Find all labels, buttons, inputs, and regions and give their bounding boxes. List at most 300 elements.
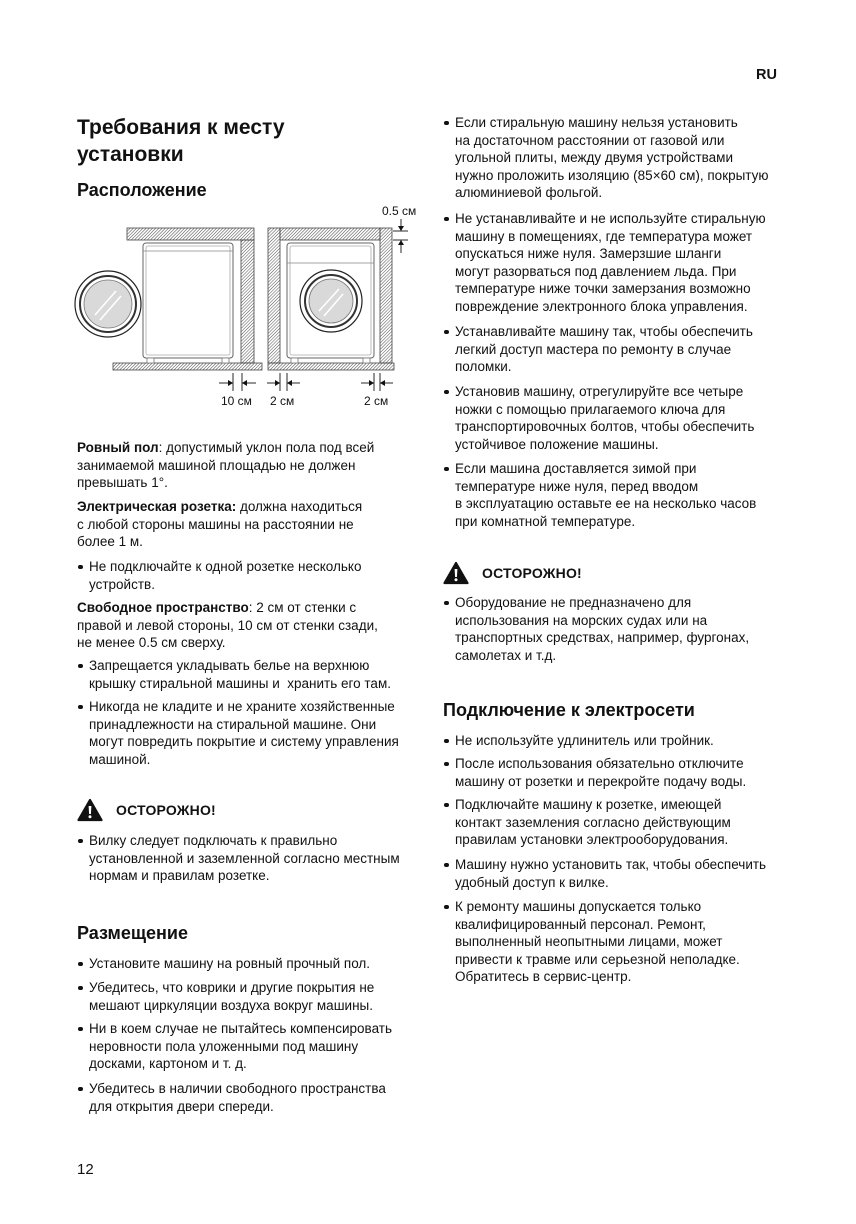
hatch-line <box>285 228 297 240</box>
hatch-line <box>139 363 146 370</box>
hatch-line <box>369 363 376 370</box>
hatch-line <box>241 293 254 306</box>
hatch-line <box>302 363 309 370</box>
left-gap-label: 2 см <box>270 394 295 408</box>
hatch-line <box>126 363 133 370</box>
hatch-line <box>218 228 230 240</box>
hatch-line <box>321 363 328 370</box>
top-gap-arrowhead <box>398 240 404 245</box>
list-item <box>77 955 370 973</box>
bullet-text: После использования обязательно отключите машину от розетки и перекройте подачу воды. <box>455 756 747 789</box>
hatch-line <box>241 242 254 255</box>
hatch-line <box>160 228 172 240</box>
hatch-line <box>380 306 392 318</box>
hatch-line <box>241 348 254 361</box>
hatch-line <box>147 228 159 240</box>
door-front <box>300 270 362 332</box>
hatch-line <box>241 325 254 338</box>
hatch-line <box>380 328 392 340</box>
hatch-line <box>268 228 271 231</box>
hatch-line <box>241 252 254 265</box>
hatch-line <box>164 363 171 370</box>
hatch-line <box>268 338 280 350</box>
hatch-line <box>274 357 280 363</box>
hatch-line <box>299 363 306 370</box>
hatch-line <box>380 318 392 330</box>
hatch-line <box>241 316 254 329</box>
hatch-line <box>353 363 360 370</box>
hatch-line <box>189 228 201 240</box>
hatch-line <box>347 363 354 370</box>
hatch-line <box>301 228 313 240</box>
hatch-line <box>241 363 248 370</box>
hatch-line <box>380 347 392 359</box>
list-item <box>77 979 374 1014</box>
hatch-line <box>240 228 252 240</box>
hatch-line <box>190 363 197 370</box>
hatch-line <box>246 232 254 240</box>
hatch-line <box>380 270 392 282</box>
rear-gap-arrowhead <box>228 380 233 386</box>
hatch-line <box>224 228 236 240</box>
top-gap-label: 0.5 см <box>382 204 417 218</box>
hatch-line <box>216 363 223 370</box>
hatch-line <box>268 302 280 314</box>
hatch-line <box>170 228 182 240</box>
hatch-line <box>268 232 280 244</box>
machine-foot-right <box>363 358 370 363</box>
hatch-line <box>340 363 347 370</box>
hatch-line <box>380 264 392 276</box>
door-glass <box>84 280 132 328</box>
bullet-dot <box>444 601 449 606</box>
hatch-line <box>144 228 156 240</box>
hatch-line <box>298 228 310 240</box>
hatch-line <box>241 309 254 322</box>
hatch-line <box>376 363 383 370</box>
hatch-line <box>182 228 194 240</box>
hatch-line <box>196 363 203 370</box>
hatch-line <box>148 363 155 370</box>
hatch-line <box>380 315 392 327</box>
right-gap-arrowhead <box>369 380 374 386</box>
hatch-line <box>328 363 335 370</box>
bullet-text: Если стиральную машину нельзя установить на достаточном расстоянии от газовой или угольной плиты, между двумя устройствами нужно проложить изоляцию (85×60 см), покрытую алюминиевой фольгой. <box>455 115 769 201</box>
bullet-text: Оборудование не предназначено для использования на морских судах или на транспортных средствах, например, фургонах, самолетах и т.д. <box>455 595 750 663</box>
hatch-line <box>241 261 254 274</box>
hatch-line <box>380 325 392 337</box>
hatch-line <box>198 228 210 240</box>
hatch-line <box>386 357 392 363</box>
hatch-line <box>241 277 254 290</box>
hatch-line <box>212 363 219 370</box>
hatch-line <box>241 284 254 297</box>
machine-side-body <box>143 243 233 358</box>
hatch-line <box>241 344 254 357</box>
hatch-line <box>380 248 392 260</box>
list-item <box>443 755 746 790</box>
hatch-line <box>180 363 187 370</box>
bullet-dot <box>78 1087 83 1092</box>
hatch-line <box>158 363 165 370</box>
hatch-line <box>241 312 254 325</box>
hatch-line <box>179 228 191 240</box>
hatch-line <box>268 248 280 260</box>
level-floor-paragraph <box>77 439 374 492</box>
hatch-line <box>380 235 392 247</box>
hatch-line <box>268 274 280 286</box>
hatch-line <box>227 228 239 240</box>
hatch-line <box>120 363 127 370</box>
hatch-line <box>136 363 143 370</box>
hatch-line <box>241 245 254 258</box>
list-item <box>443 323 753 376</box>
hatch-line <box>230 228 242 240</box>
hatch-line <box>152 363 159 370</box>
list-item <box>443 594 749 664</box>
hatch-line <box>268 293 280 305</box>
bullet-text: Ни в коем случае не пытайтесь компенсировать неровности пола уложенными под машину досками, картоном и т. д. <box>89 1021 393 1072</box>
positioning-heading: Размещение <box>77 923 188 943</box>
hatch-line <box>372 363 379 370</box>
hatch-line <box>195 228 207 240</box>
hatch-line <box>268 261 280 273</box>
hatch-line <box>241 274 254 287</box>
hatch-line <box>238 363 245 370</box>
hatch-line <box>241 258 254 271</box>
hatch-line <box>241 322 254 335</box>
bullet-text: Устанавливайте машину так, чтобы обеспечить легкий доступ мастера по ремонту в случае поломки. <box>455 324 753 375</box>
hatch-line <box>241 255 254 268</box>
hatch-line <box>326 228 338 240</box>
level-floor-text: : допустимый уклон пола под всей занимаемой машиной площадью не должен превышать 1°. <box>77 440 375 491</box>
hatch-line <box>388 364 394 370</box>
warning-header <box>77 798 216 822</box>
warning-header <box>443 561 582 585</box>
bullet-text: К ремонту машины допускается только квалифицированный персонал. Ремонт, выполненный неопытными лицами, может привести к травме или серьезной неполадке. Обратитесь в сервис-центр. <box>455 899 740 985</box>
hatch-line <box>235 363 242 370</box>
hatch-line <box>380 242 392 254</box>
hatch-line <box>280 363 287 370</box>
hatch-line <box>380 341 392 353</box>
hatch-line <box>280 228 290 238</box>
hatch-line <box>232 363 239 370</box>
hatch-line <box>176 228 188 240</box>
hatch-line <box>268 235 280 247</box>
warning-title: ОСТОРОЖНО! <box>116 802 216 818</box>
hatch-line <box>380 331 392 343</box>
rear-gap-label: 10 см <box>221 394 252 408</box>
hatch-line <box>268 290 280 302</box>
hatch-line <box>286 363 293 370</box>
hatch-line <box>380 229 392 241</box>
hatch-line <box>355 228 367 240</box>
placement-heading: Расположение <box>77 180 207 200</box>
bullet-text: Установив машину, отрегулируйте все четыре ножки с помощью прилагаемого ключа для транспортировочных болтов, чтобы обеспечить устойчивое положение машины. <box>455 384 755 452</box>
hatch-line <box>248 363 255 370</box>
left-gap-arrowhead <box>275 380 280 386</box>
hatch-line <box>268 328 280 340</box>
hatch-line <box>380 322 392 334</box>
side-view <box>75 228 262 370</box>
hatch-line <box>346 228 358 240</box>
hatch-line <box>365 228 377 240</box>
hatch-line <box>268 228 274 234</box>
hatch-line <box>318 363 325 370</box>
hatch-line <box>268 238 280 250</box>
hatch-line <box>268 309 280 321</box>
hatch-line <box>161 363 168 370</box>
bullet-dot <box>444 905 449 910</box>
level-floor-label: Ровный пол <box>77 440 159 455</box>
hatch-line <box>356 363 363 370</box>
hatch-line <box>366 363 373 370</box>
hatch-line <box>331 363 338 370</box>
hatch-line <box>277 360 280 363</box>
bullet-text: Не используйте удлинитель или тройник. <box>455 733 714 748</box>
hatch-line <box>241 296 254 309</box>
hatch-line <box>380 296 392 308</box>
hatch-line <box>113 363 120 370</box>
hatch-line <box>268 270 280 282</box>
hatch-line <box>360 363 367 370</box>
hatch-line <box>129 363 136 370</box>
bullet-dot <box>444 330 449 335</box>
right-gap-arrowhead <box>380 380 385 386</box>
hatch-line <box>268 245 280 257</box>
hatch-line <box>268 306 280 318</box>
hatch-line <box>268 318 280 330</box>
bullet-dot <box>444 390 449 395</box>
hatch-line <box>268 264 280 276</box>
hatch-line <box>380 302 392 314</box>
hatch-line <box>314 228 326 240</box>
hatch-line <box>268 363 274 369</box>
list-item <box>443 460 756 530</box>
hatch-line <box>380 350 392 362</box>
hatch-line <box>380 258 392 270</box>
hatch-line <box>221 228 233 240</box>
hatch-line <box>333 228 345 240</box>
hatch-line <box>208 228 220 240</box>
machine-foot-rear <box>222 358 229 363</box>
bullet-text: Запрещается укладывать белье на верхнюю крышку стиральной машины и хранить его там. <box>89 658 391 691</box>
hatch-line <box>187 363 194 370</box>
bullet-dot <box>78 565 83 570</box>
hatch-line <box>380 238 392 250</box>
hatch-line <box>268 344 280 356</box>
hatch-line <box>380 290 392 302</box>
bullet-text: Вилку следует подключать к правильно установленной и заземленной согласно местным нормам и правилам розетке. <box>89 833 400 884</box>
hatch-line <box>380 293 392 305</box>
bullet-text: Убедитесь в наличии свободного пространства для открытия двери спереди. <box>89 1081 386 1114</box>
hatch-line <box>203 363 210 370</box>
hatch-line <box>273 363 280 370</box>
hatch-line <box>268 322 280 334</box>
hatch-line <box>192 228 204 240</box>
hatch-line <box>380 232 392 244</box>
free-space-label: Свободное пространство <box>77 600 249 615</box>
list-item <box>77 558 361 593</box>
hatch-line <box>141 228 153 240</box>
hatch-line <box>307 228 319 240</box>
page-number: 12 <box>77 1161 94 1178</box>
hatch-line <box>315 363 322 370</box>
hatch-line <box>382 363 389 370</box>
hatch-line <box>324 363 331 370</box>
hatch-line <box>134 228 146 240</box>
hatch-line <box>280 228 287 235</box>
hatch-line <box>142 363 149 370</box>
list-item <box>443 732 714 750</box>
machine-foot-left <box>291 358 298 363</box>
hatch-line <box>337 363 344 370</box>
hatch-line <box>308 363 315 370</box>
hatch-line <box>205 228 217 240</box>
hatch-lines <box>268 228 280 363</box>
hatch-line <box>268 286 280 298</box>
hatch-line <box>254 363 261 370</box>
hatch-line <box>268 299 280 311</box>
hatch-line <box>268 331 280 343</box>
hatch-line <box>173 228 185 240</box>
hatch-line <box>380 274 392 286</box>
bullet-dot <box>444 863 449 868</box>
hatch-line <box>380 299 392 311</box>
hatch-line <box>282 228 294 240</box>
hatch-line <box>270 363 277 370</box>
free-space-text: : 2 см от стенки с правой и левой стороны, 10 см от стенки сзади, не менее 0.5 см сверху. <box>77 600 378 651</box>
hatch-line <box>268 258 280 270</box>
left-gap-arrowhead <box>287 380 292 386</box>
bullet-dot <box>78 1027 83 1032</box>
hatch-line <box>268 325 280 337</box>
bullet-dot <box>444 467 449 472</box>
hatch-line <box>234 228 246 240</box>
hatch-line <box>138 228 150 240</box>
hatch-line <box>241 280 254 293</box>
hatch-line <box>241 264 254 277</box>
hatch-line <box>268 341 280 353</box>
hatch-line <box>312 363 319 370</box>
hatch-line <box>380 267 392 279</box>
top-gap-arrowhead <box>398 226 404 231</box>
hatch-line <box>154 228 166 240</box>
hatch-line <box>291 228 303 240</box>
list-item <box>443 383 754 453</box>
hatch-line <box>241 248 254 261</box>
hatch-line <box>380 280 392 292</box>
hatch-line <box>268 350 280 362</box>
hatch-line <box>296 363 303 370</box>
bullet-dot <box>78 986 83 991</box>
hatch-line <box>157 228 169 240</box>
bullet-text: Не подключайте к одной розетке несколько устройств. <box>89 559 362 592</box>
hatch-line <box>242 351 254 363</box>
hatch-line <box>380 334 392 346</box>
hatch-line <box>276 363 283 370</box>
hatch-line <box>268 251 280 263</box>
hatch-line <box>339 228 351 240</box>
hatch-line <box>193 363 200 370</box>
door-side <box>75 271 141 337</box>
list-item <box>77 1020 392 1073</box>
hatch-line <box>380 228 386 234</box>
hatch-line <box>244 363 251 370</box>
hatch-line <box>268 296 280 308</box>
list-item <box>443 114 769 202</box>
list-item <box>77 832 400 885</box>
hatch-line <box>241 271 254 284</box>
section-title: Требования к месту установки <box>77 116 285 166</box>
hatch-line <box>368 228 380 240</box>
warning-title: ОСТОРОЖНО! <box>482 565 582 581</box>
bullet-text: Если машина доставляется зимой при температуре ниже нуля, перед вводом в эксплуатацию оставьте ее на несколько часов при комнатной температуре. <box>455 461 757 529</box>
hatch-line <box>379 363 386 370</box>
list-item <box>443 210 766 316</box>
front-view <box>268 228 394 370</box>
hatch-line <box>289 363 296 370</box>
hatch-line <box>330 228 342 240</box>
list-item <box>443 796 731 849</box>
hatch-line <box>145 363 152 370</box>
list-item <box>77 698 399 768</box>
hatch-line <box>380 309 392 321</box>
warning-triangle-icon <box>77 798 103 822</box>
bullet-text: Не устанавливайте и не используйте стиральную машину в помещениях, где температура может опускаться ниже нуля. Замерзшие шланги могут разорваться под давлением льда. При температуре ниже точки замерзания возможно повреждение электронного блока управления. <box>455 211 766 314</box>
bullet-text: Убедитесь, что коврики и другие покрытия не мешают циркуляции воздуха вокруг машины. <box>89 980 375 1013</box>
bullet-text: Машину нужно установить так, чтобы обеспечить удобный доступ к вилке. <box>455 857 767 890</box>
hatch-line <box>380 254 392 266</box>
language-badge: RU <box>756 67 777 83</box>
hatch-line <box>336 228 348 240</box>
hatch-line <box>177 363 184 370</box>
hatch-lines <box>241 240 254 363</box>
hatch-line <box>206 363 213 370</box>
hatch-line <box>380 312 392 324</box>
hatch-line <box>155 363 162 370</box>
bullet-dot <box>78 664 83 669</box>
hatch-line <box>349 228 361 240</box>
hatch-line <box>268 347 280 359</box>
electrical-socket-text: должна находиться с любой стороны машины на расстоянии не более 1 м. <box>77 499 363 550</box>
hatch-line <box>310 228 322 240</box>
hatch-line <box>174 363 181 370</box>
hatch-line <box>268 229 280 241</box>
electrical-connection-heading: Подключение к электросети <box>443 700 695 720</box>
hatch-line <box>268 280 280 292</box>
hatch-line <box>380 344 392 356</box>
electrical-socket-paragraph <box>77 498 362 551</box>
hatch-line <box>241 341 254 354</box>
hatch-line <box>241 290 254 303</box>
hatch-line <box>127 228 130 231</box>
hatch-line <box>241 287 254 300</box>
electrical-socket-label: Электрическая розетка: <box>77 499 237 514</box>
hatch-line <box>251 363 258 370</box>
right-gap-label: 2 см <box>364 394 389 408</box>
hatch-line <box>320 228 332 240</box>
hatch-line <box>241 328 254 341</box>
door-glass <box>309 279 353 323</box>
hatch-line <box>317 228 329 240</box>
hatch-line <box>131 228 143 240</box>
hatch-line <box>237 228 249 240</box>
hatch-line <box>241 300 254 313</box>
hatch-line <box>350 363 357 370</box>
hatch-line <box>268 254 280 266</box>
bullet-text: Никогда не кладите и не храните хозяйственные принадлежности на стиральной машине. Они могут повредить покрытие и систему управления машиной. <box>89 699 399 767</box>
